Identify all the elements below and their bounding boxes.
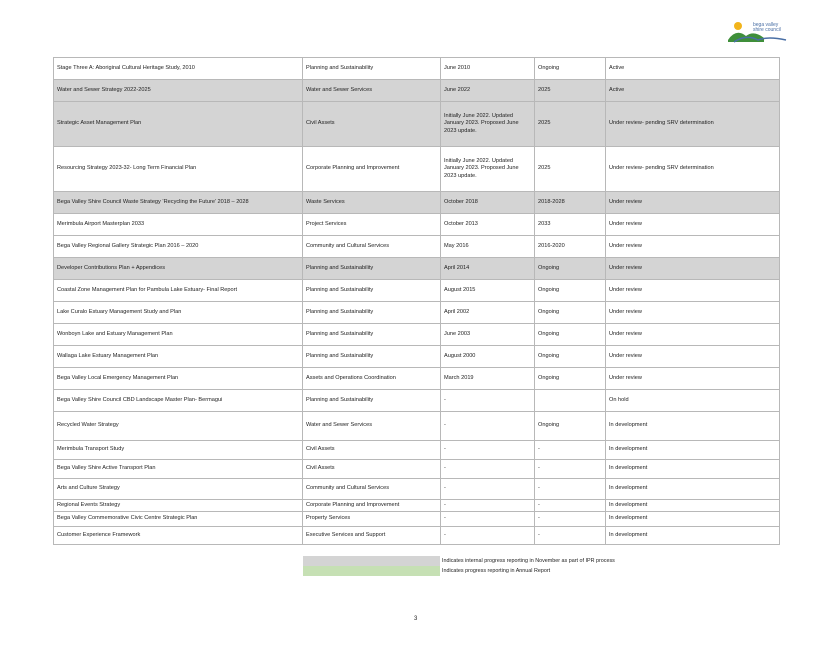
table-row bbox=[54, 390, 780, 412]
plan-name-cell: Coastal Zone Management Plan for Pambula Lake Estuary- Final Report bbox=[54, 280, 303, 302]
responsible-area-cell: Water and Sewer Services bbox=[303, 412, 441, 441]
responsible-area-cell: Planning and Sustainability bbox=[303, 280, 441, 302]
period-cell: 2033 bbox=[535, 214, 606, 236]
adopted-date-cell: August 2015 bbox=[441, 280, 535, 302]
period-cell: - bbox=[535, 441, 606, 460]
plan-name-cell: Regional Events Strategy bbox=[54, 500, 303, 512]
responsible-area-cell: Corporate Planning and Improvement bbox=[303, 147, 441, 192]
responsible-area-cell: Assets and Operations Coordination bbox=[303, 368, 441, 390]
adopted-date-cell: Initially June 2022. Updated January 2023. Proposed June 2023 update. bbox=[441, 147, 535, 192]
period-cell: - bbox=[535, 500, 606, 512]
table-row bbox=[54, 368, 780, 390]
plan-name-cell: Stage Three A: Aboriginal Cultural Heritage Study, 2010 bbox=[54, 58, 303, 80]
table-row bbox=[54, 280, 780, 302]
period-cell: - bbox=[535, 460, 606, 479]
adopted-date-cell: April 2002 bbox=[441, 302, 535, 324]
period-cell: Ongoing bbox=[535, 346, 606, 368]
period-cell: Ongoing bbox=[535, 302, 606, 324]
status-cell: Under review- pending SRV determination bbox=[606, 147, 780, 192]
plan-name-cell: Recycled Water Strategy bbox=[54, 412, 303, 441]
period-cell bbox=[535, 390, 606, 412]
plan-name-cell: Wonboyn Lake and Estuary Management Plan bbox=[54, 324, 303, 346]
status-cell: Under review bbox=[606, 258, 780, 280]
table-row bbox=[54, 479, 780, 500]
table-row bbox=[54, 214, 780, 236]
responsible-area-cell: Civil Assets bbox=[303, 460, 441, 479]
responsible-area-cell: Planning and Sustainability bbox=[303, 390, 441, 412]
period-cell: - bbox=[535, 512, 606, 527]
status-cell: On hold bbox=[606, 390, 780, 412]
table-row bbox=[54, 324, 780, 346]
adopted-date-cell: Initially June 2022. Updated January 2023. Proposed June 2023 update. bbox=[441, 102, 535, 147]
status-cell: In development bbox=[606, 460, 780, 479]
status-cell: Under review bbox=[606, 214, 780, 236]
responsible-area-cell: Executive Services and Support bbox=[303, 527, 441, 545]
period-cell: Ongoing bbox=[535, 412, 606, 441]
responsible-area-cell: Project Services bbox=[303, 214, 441, 236]
table-row bbox=[54, 192, 780, 214]
logo-text-line1: bega valley bbox=[753, 22, 779, 28]
period-cell: - bbox=[535, 527, 606, 545]
adopted-date-cell: - bbox=[441, 390, 535, 412]
adopted-date-cell: April 2014 bbox=[441, 258, 535, 280]
adopted-date-cell: August 2000 bbox=[441, 346, 535, 368]
status-cell: In development bbox=[606, 441, 780, 460]
responsible-area-cell: Planning and Sustainability bbox=[303, 58, 441, 80]
status-cell: Under review bbox=[606, 324, 780, 346]
table-row bbox=[54, 58, 780, 80]
responsible-area-cell: Community and Cultural Services bbox=[303, 236, 441, 258]
adopted-date-cell: June 2022 bbox=[441, 80, 535, 102]
responsible-area-cell: Water and Sewer Services bbox=[303, 80, 441, 102]
plan-name-cell: Lake Curalo Estuary Management Study and Plan bbox=[54, 302, 303, 324]
table-row bbox=[54, 527, 780, 545]
plans-status-table bbox=[53, 57, 780, 545]
table-row bbox=[54, 441, 780, 460]
responsible-area-cell: Planning and Sustainability bbox=[303, 346, 441, 368]
status-cell: Under review bbox=[606, 192, 780, 214]
responsible-area-cell: Corporate Planning and Improvement bbox=[303, 500, 441, 512]
status-cell: Under review bbox=[606, 346, 780, 368]
adopted-date-cell: - bbox=[441, 527, 535, 545]
plan-name-cell: Bega Valley Commemorative Civic Centre Strategic Plan bbox=[54, 512, 303, 527]
table-row bbox=[54, 460, 780, 479]
table-row bbox=[54, 80, 780, 102]
responsible-area-cell: Civil Assets bbox=[303, 102, 441, 147]
plan-name-cell: Bega Valley Shire Active Transport Plan bbox=[54, 460, 303, 479]
table-row bbox=[54, 236, 780, 258]
period-cell: - bbox=[535, 479, 606, 500]
period-cell: Ongoing bbox=[535, 280, 606, 302]
adopted-date-cell: June 2003 bbox=[441, 324, 535, 346]
plan-name-cell: Bega Valley Shire Council CBD Landscape Master Plan- Bermagui bbox=[54, 390, 303, 412]
plan-name-cell: Resourcing Strategy 2023-32- Long Term Financial Plan bbox=[54, 147, 303, 192]
responsible-area-cell: Community and Cultural Services bbox=[303, 479, 441, 500]
logo-text-line2: shire council bbox=[753, 27, 781, 33]
legend-grey-text: Indicates internal progress reporting in November as part of IPR process bbox=[442, 558, 615, 564]
adopted-date-cell: March 2019 bbox=[441, 368, 535, 390]
status-cell: In development bbox=[606, 500, 780, 512]
plans-table-body bbox=[54, 58, 780, 545]
period-cell: 2016-2020 bbox=[535, 236, 606, 258]
page-number: 3 bbox=[414, 616, 418, 622]
plan-name-cell: Wallaga Lake Estuary Management Plan bbox=[54, 346, 303, 368]
adopted-date-cell: - bbox=[441, 500, 535, 512]
table-row bbox=[54, 346, 780, 368]
status-cell: Active bbox=[606, 58, 780, 80]
adopted-date-cell: October 2018 bbox=[441, 192, 535, 214]
period-cell: 2018-2028 bbox=[535, 192, 606, 214]
responsible-area-cell: Civil Assets bbox=[303, 441, 441, 460]
adopted-date-cell: - bbox=[441, 479, 535, 500]
adopted-date-cell: - bbox=[441, 441, 535, 460]
legend-green-swatch bbox=[303, 566, 440, 576]
status-cell: Under review bbox=[606, 280, 780, 302]
status-cell: Under review bbox=[606, 368, 780, 390]
period-cell: 2025 bbox=[535, 102, 606, 147]
plan-name-cell: Merimbula Airport Masterplan 2033 bbox=[54, 214, 303, 236]
plan-name-cell: Bega Valley Regional Gallery Strategic Plan 2016 – 2020 bbox=[54, 236, 303, 258]
plan-name-cell: Strategic Asset Management Plan bbox=[54, 102, 303, 147]
table-row bbox=[54, 512, 780, 527]
responsible-area-cell: Planning and Sustainability bbox=[303, 302, 441, 324]
table-row bbox=[54, 302, 780, 324]
plan-name-cell: Bega Valley Shire Council Waste Strategy ‘Recycling the Future’ 2018 – 2028 bbox=[54, 192, 303, 214]
adopted-date-cell: - bbox=[441, 460, 535, 479]
status-cell: In development bbox=[606, 479, 780, 500]
period-cell: Ongoing bbox=[535, 58, 606, 80]
responsible-area-cell: Waste Services bbox=[303, 192, 441, 214]
adopted-date-cell: - bbox=[441, 512, 535, 527]
period-cell: 2025 bbox=[535, 147, 606, 192]
status-cell: In development bbox=[606, 412, 780, 441]
table-row bbox=[54, 500, 780, 512]
period-cell: Ongoing bbox=[535, 258, 606, 280]
plan-name-cell: Customer Experience Framework bbox=[54, 527, 303, 545]
plan-name-cell: Water and Sewer Strategy 2022-2025 bbox=[54, 80, 303, 102]
legend-grey-swatch bbox=[303, 556, 440, 566]
responsible-area-cell: Planning and Sustainability bbox=[303, 258, 441, 280]
table-row bbox=[54, 258, 780, 280]
table-row bbox=[54, 412, 780, 441]
status-cell: Under review bbox=[606, 302, 780, 324]
status-cell: Active bbox=[606, 80, 780, 102]
logo-sun-icon bbox=[734, 22, 742, 30]
plan-name-cell: Arts and Culture Strategy bbox=[54, 479, 303, 500]
adopted-date-cell: May 2016 bbox=[441, 236, 535, 258]
plan-name-cell: Developer Contributions Plan + Appendices bbox=[54, 258, 303, 280]
adopted-date-cell: June 2010 bbox=[441, 58, 535, 80]
status-cell: In development bbox=[606, 512, 780, 527]
plan-name-cell: Merimbula Transport Study bbox=[54, 441, 303, 460]
logo-wordmark bbox=[753, 23, 781, 33]
legend-green-text: Indicates progress reporting in Annual Report bbox=[442, 568, 551, 574]
period-cell: 2025 bbox=[535, 80, 606, 102]
table-row bbox=[54, 147, 780, 192]
status-cell: Under review- pending SRV determination bbox=[606, 102, 780, 147]
adopted-date-cell: - bbox=[441, 412, 535, 441]
responsible-area-cell: Property Services bbox=[303, 512, 441, 527]
table-row bbox=[54, 102, 780, 147]
status-cell: In development bbox=[606, 527, 780, 545]
responsible-area-cell: Planning and Sustainability bbox=[303, 324, 441, 346]
plan-name-cell: Bega Valley Local Emergency Management Plan bbox=[54, 368, 303, 390]
period-cell: Ongoing bbox=[535, 368, 606, 390]
status-cell: Under review bbox=[606, 236, 780, 258]
adopted-date-cell: October 2013 bbox=[441, 214, 535, 236]
period-cell: Ongoing bbox=[535, 324, 606, 346]
